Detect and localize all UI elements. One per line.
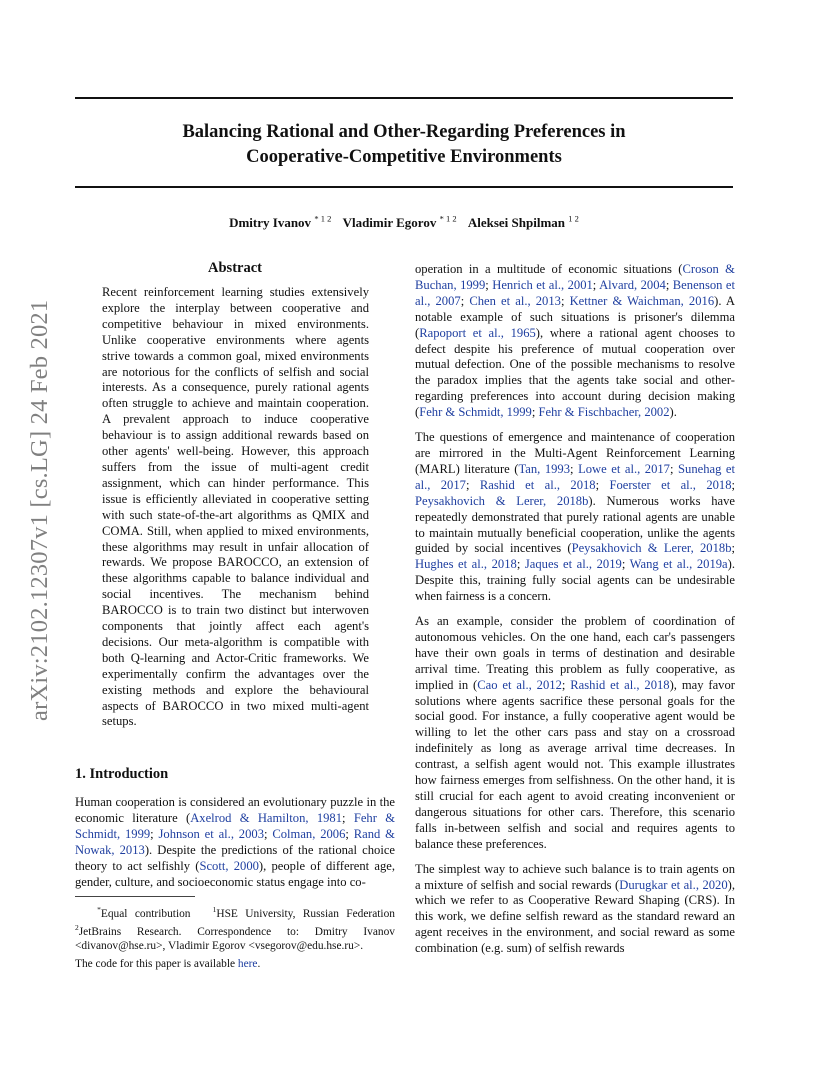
paper-title [75, 120, 733, 170]
author: Aleksei Shpilman $^{1 2}$ [467, 214, 579, 231]
citation-link[interactable]: Rand & Nowak, 2013 [75, 826, 395, 857]
citation-link[interactable]: Wang et al., 2019a [629, 557, 728, 572]
citation-link[interactable]: Lowe et al., 2017 [578, 461, 670, 476]
citation-link[interactable]: Rapoport et al., 1965 [419, 325, 536, 340]
citation-link[interactable]: Hughes et al., 2018 [415, 557, 517, 572]
citation-link[interactable]: Chen et al., 2013 [469, 293, 561, 308]
citation-link[interactable]: Johnson et al., 2003 [158, 826, 264, 841]
paragraph: As an example, consider the problem of coordination of autonomous vehicles. On the one hand, each car's passengers have their own goals in terms of destination and desirable arrival time. Treating this problem as fully cooperative, as implied in (Cao et al., 2012; Rashid et al., 2018), may favor solutions where agents sacrifice these personal goals for the social good. For instance, a fully cooperative agent would be willing to let the other cars pass and stay on a crossroad indefinitely as long as average arrival time decreases. In contrast, a selfish agent would not. This example illustrates how fairness emerges from selfishness. On the other hand, it is still crucial for each agent to avoid creating inconvenient or dangerous situations for other cars. Therefore, this scenario falls in-between selfish and social and requires agents to balance these preferences. [415, 614, 735, 851]
author: Dmitry Ivanov $^{* 1 2}$ [229, 214, 332, 231]
citation-link[interactable]: Henrich et al., 2001 [492, 277, 593, 292]
footnote: *Equal contribution $^1$HSE University, Russian Federation $^2$JetBrains Research. Correspondence to: Dmitry Ivanov <divanov@hse.ru>, Vladimir Egorov <vsegorov@edu.hse.ru>. [75, 905, 395, 953]
citation-link[interactable]: Durugkar et al., 2020 [619, 877, 728, 892]
title-top-rule [75, 97, 733, 99]
citation-link[interactable]: Croson & Buchan, 1999 [415, 262, 735, 292]
paragraph: operation in a multitude of economic situations (Croson & Buchan, 1999; Henrich et al., 2001; Alvard, 2004; Benenson et al., 2007; Chen et al., 2013; Kettner & Waichman, 2016). A notable example of such situations is prisoner's dilemma (Rapoport et al., 1965), where a rational agent chooses to defect despite his preference of mutual cooperation over mutual defection. One of the possible mechanisms to resolve the paradox implies that the agents take social and other-regarding preferences into account during decision making (Fehr & Schmidt, 1999; Fehr & Fischbacher, 2002). [415, 262, 735, 420]
code-link[interactable]: here [237, 958, 258, 970]
author-list [75, 214, 733, 231]
citation-link[interactable]: Tan, 1993 [518, 461, 571, 476]
introduction-paragraph: Human cooperation is considered an evolutionary puzzle in the economic literature (Axelrod & Hamilton, 1981; Fehr & Schmidt, 1999; Johnson et al., 2003; Colman, 2006; Rand & Nowak, 2013). Despite the predictions of the rational choice theory to act selfishly (Scott, 2000), people of different age, gender, culture, and socioeconomic status engage into co- [75, 795, 396, 889]
citation-link[interactable]: Benenson et al., 2007 [415, 277, 735, 308]
paragraph: The questions of emergence and maintenance of cooperation are mirrored in the Multi-Agent Reinforcement Learning (MARL) literature (Tan, 1993; Lowe et al., 2017; Sunehag et al., 2017; Rashid et al., 2018; Foerster et al., 2018; Peysakhovich & Lerer, 2018b). Numerous works have repeatedly demonstrated that purely rational agents are unable to maintain mutually beneficial cooperation, unlike the agents guided by social incentives (Peysakhovich & Lerer, 2018b; Hughes et al., 2018; Jaques et al., 2019; Wang et al., 2019a). Despite this, training fully social agents can be undesirable when fairness is a concern. [415, 430, 736, 604]
citation-link[interactable]: Peysakhovich & Lerer, 2018b [415, 493, 589, 508]
title-bottom-rule [75, 186, 733, 188]
citation-link[interactable]: Sunehag et al., 2017 [415, 461, 736, 492]
citation-link[interactable]: Foerster et al., 2018 [609, 477, 732, 492]
abstract-body: Recent reinforcement learning studies extensively explore the interplay between cooperative and competitive behaviour in mixed environments. Unlike cooperative environments where agents strive towards a common goal, mixed environments are notorious for the conflicts of selfish and social interests. As a consequence, purely rational agents often struggle to achieve and maintain cooperation. A prevalent approach to induce cooperative behaviour is to assign additional rewards based on other agents' well-being. However, this approach suffers from the issue of multi-agent credit assignment, which can hinder performance. This issue is efficiently alleviated in cooperative setting with such state-of-the-art algorithms as QMIX and COMA. Still, when applied to mixed environments, these algorithms may result in unfair allocation of rewards. We propose BAROCCO, an extension of these algorithms capable to balance individual and social incentives. The mechanism behind BAROCCO is to train two distinct but interwoven components that jointly affect each agent's decisions. Our meta-algorithm is compatible with both Q-learning and Actor-Critic frameworks. We experimentally confirm the advantages over the existing methods and explore the behavioural aspects of BAROCCO in two mixed multi-agent setups. [102, 285, 369, 729]
paragraph: The simplest way to achieve such balance is to train agents on a mixture of selfish and social rewards (Durugkar et al., 2020), which we refer to as Cooperative Reward Shaping (CRS). In this work, we define selfish reward as the standard reward an agent receives in the environment, and social reward as some combination (e.g. sum) of selfish rewards [415, 861, 735, 956]
citation-link[interactable]: Axelrod & Hamilton, 1981 [190, 810, 343, 825]
arxiv-stamp: arXiv:2102.12307v1 [cs.LG] 24 Feb 2021 [26, 299, 53, 721]
citation-link[interactable]: Peysakhovich & Lerer, 2018b [571, 541, 732, 556]
citation-link[interactable]: Scott, 2000 [199, 858, 259, 873]
author: Vladimir Egorov $^{* 1 2}$ [342, 214, 457, 231]
citation-link[interactable]: Fehr & Schmidt, 1999 [75, 810, 395, 841]
right-column [415, 262, 735, 966]
citation-link[interactable]: Rashid et al., 2018 [479, 477, 596, 492]
introduction-heading: 1. Introduction [75, 766, 169, 782]
footnote-divider [75, 896, 195, 897]
code-availability-note: The code for this paper is available here. [75, 958, 261, 970]
citation-link[interactable]: Fehr & Fischbacher, 2002 [538, 405, 670, 420]
citation-link[interactable]: Jaques et al., 2019 [524, 557, 622, 572]
citation-link[interactable]: Rashid et al., 2018 [570, 677, 670, 692]
title-line-2: Cooperative-Competitive Environments [246, 147, 562, 167]
abstract-heading: Abstract [208, 260, 262, 276]
citation-link[interactable]: Fehr & Schmidt, 1999 [419, 405, 532, 420]
citation-link[interactable]: Colman, 2006 [272, 826, 346, 841]
citation-link[interactable]: Kettner & Waichman, 2016 [569, 293, 715, 308]
title-line-1: Balancing Rational and Other-Regarding Preferences in [182, 122, 626, 142]
citation-link[interactable]: Cao et al., 2012 [477, 677, 562, 692]
citation-link[interactable]: Alvard, 2004 [599, 277, 666, 292]
